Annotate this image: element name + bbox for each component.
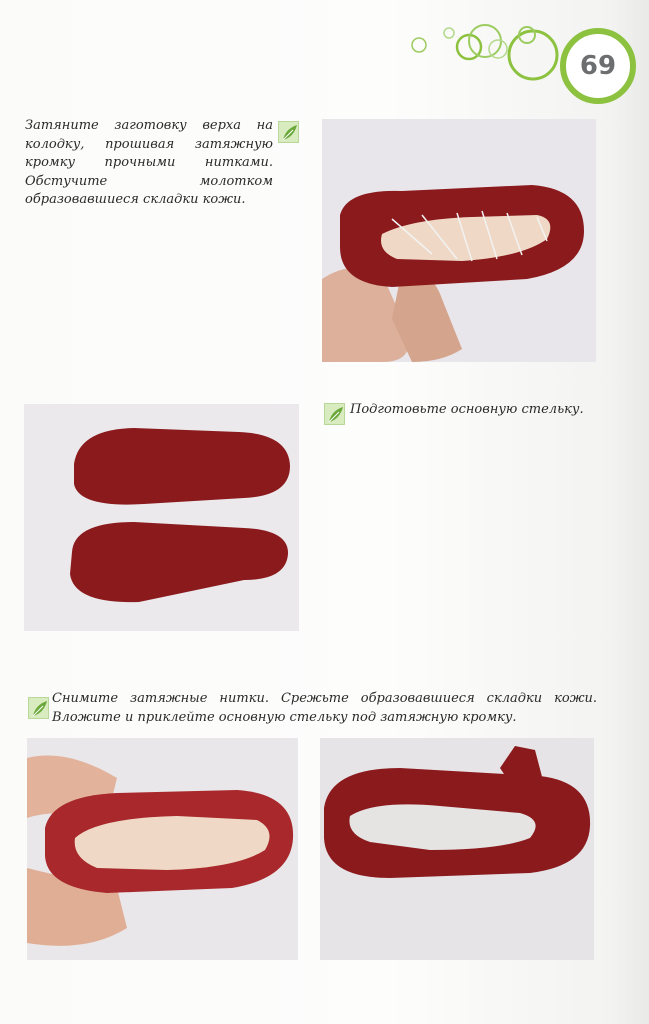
photo-lasted-shoe (322, 119, 596, 362)
decorative-circles (405, 15, 565, 105)
leaf-icon (278, 121, 299, 143)
page-number-badge (560, 28, 636, 104)
photo-insoles (24, 404, 299, 631)
step-1-text: Затяните заготовку верха на колодку, прошивая затяжную кромку прочными нитками. Обстучите молотком образовавшиеся складки кожи. (25, 118, 273, 207)
leaf-icon (28, 697, 49, 719)
photo-insole-sole-view (320, 738, 594, 960)
leaf-icon (324, 403, 345, 425)
step-2-text: Подготовьте основную стельку. (350, 402, 584, 417)
page-number: 69 (579, 51, 617, 81)
step-3-text: Снимите затяжные нитки. Срежьте образовавшиеся складки кожи. Вложите и приклейте основную стельку под затяжную кромку. (52, 691, 597, 725)
photo-insole-inserted-hand (27, 738, 298, 960)
